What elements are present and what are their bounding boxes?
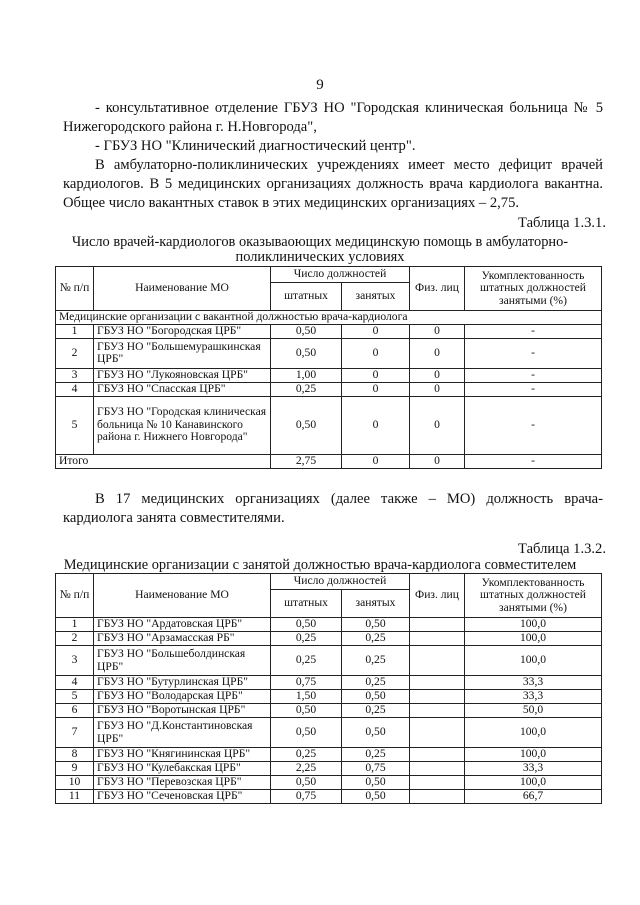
cell-staff: 0,50 — [271, 618, 342, 632]
cell-persons — [410, 748, 465, 762]
cell-completeness: 100,0 — [465, 632, 602, 646]
intro-line-2: - ГБУЗ НО "Клинический диагностический центр". — [95, 138, 416, 154]
cell-name: ГБУЗ НО "Воротынская ЦРБ" — [94, 704, 271, 718]
table-row — [56, 382, 602, 396]
cell-name: ГБУЗ НО "Богородская ЦРБ" — [94, 324, 271, 338]
cell-staff: 0,50 — [271, 338, 342, 368]
cell-persons: 0 — [410, 324, 465, 338]
table-row — [56, 748, 602, 762]
cell-num: 8 — [56, 748, 94, 762]
table-row — [56, 646, 602, 676]
table1-title: Число врачей-кардиологов оказываоющих медицинскую помощь в амбулаторно-поликлинических условиях — [71, 234, 569, 265]
cell-completeness: 50,0 — [465, 704, 602, 718]
table-row — [56, 704, 602, 718]
total-row — [56, 454, 602, 468]
col-num: № п/п — [56, 267, 94, 311]
cell-name: ГБУЗ НО "Арзамасская РБ" — [94, 632, 271, 646]
cell-name: ГБУЗ НО "Сеченовская ЦРБ" — [94, 790, 271, 804]
cell-completeness: - — [465, 324, 602, 338]
cell-completeness: - — [465, 382, 602, 396]
cell-staff: 0,50 — [271, 396, 342, 454]
cell-name: ГБУЗ НО "Д.Константиновская ЦРБ" — [94, 718, 271, 748]
cell-persons — [410, 776, 465, 790]
cell-staff: 0,50 — [271, 776, 342, 790]
table-row — [56, 618, 602, 632]
cell-name: ГБУЗ НО "Володарская ЦРБ" — [94, 690, 271, 704]
cell-occupied: 0 — [342, 382, 410, 396]
cell-persons — [410, 762, 465, 776]
cell-num: 3 — [56, 646, 94, 676]
cell-completeness: 33,3 — [465, 676, 602, 690]
total-persons: 0 — [410, 454, 465, 468]
cell-persons — [410, 690, 465, 704]
cell-name: ГБУЗ НО "Княгининская ЦРБ" — [94, 748, 271, 762]
table2 — [55, 573, 602, 804]
cell-completeness: - — [465, 338, 602, 368]
cell-name: ГБУЗ НО "Спасская ЦРБ" — [94, 382, 271, 396]
cell-staff: 0,50 — [271, 324, 342, 338]
table2-label: Таблица 1.3.2. — [518, 541, 606, 557]
cell-staff: 0,25 — [271, 382, 342, 396]
cell-name: ГБУЗ НО "Большемурашкинская ЦРБ" — [94, 338, 271, 368]
cell-occupied: 0,50 — [342, 690, 410, 704]
col-occupied: занятых — [342, 590, 410, 618]
cell-num: 6 — [56, 704, 94, 718]
intro-paragraph: В амбулаторно-поликлинических учреждениях имеет место дефицит врачей кардиологов. В 5 медицинских организациях должность врача кардиолога вакантна. Общее число вакантных ставок в этих медицинских организациях – 2,75. — [63, 157, 603, 211]
col-positions: Число должностей — [271, 574, 410, 590]
cell-staff: 1,50 — [271, 690, 342, 704]
cell-num: 2 — [56, 632, 94, 646]
cell-name: ГБУЗ НО "Городская клиническая больница № 10 Канавинского района г. Нижнего Новгорода" — [94, 396, 271, 454]
col-num: № п/п — [56, 574, 94, 618]
cell-occupied: 0,25 — [342, 676, 410, 690]
cell-staff: 0,25 — [271, 646, 342, 676]
cell-staff: 0,25 — [271, 632, 342, 646]
col-occupied: занятых — [342, 283, 410, 311]
cell-name: ГБУЗ НО "Большеболдинская ЦРБ" — [94, 646, 271, 676]
cell-num: 1 — [56, 618, 94, 632]
cell-persons: 0 — [410, 338, 465, 368]
col-name: Наименование МО — [94, 267, 271, 311]
cell-num: 7 — [56, 718, 94, 748]
cell-completeness: - — [465, 396, 602, 454]
cell-persons — [410, 632, 465, 646]
cell-persons — [410, 646, 465, 676]
cell-occupied: 0 — [342, 338, 410, 368]
cell-completeness: 33,3 — [465, 762, 602, 776]
cell-occupied: 0,25 — [342, 632, 410, 646]
cell-occupied: 0,50 — [342, 718, 410, 748]
table-row — [56, 790, 602, 804]
cell-num: 2 — [56, 338, 94, 368]
intro-text — [63, 99, 603, 213]
cell-num: 1 — [56, 324, 94, 338]
cell-occupied: 0,75 — [342, 762, 410, 776]
col-positions: Число должностей — [271, 267, 410, 283]
cell-occupied: 0 — [342, 368, 410, 382]
table2-title: Медицинские организации с занятой должностью врача-кардиолога совместителем — [63, 557, 577, 573]
cell-persons — [410, 718, 465, 748]
cell-completeness: 100,0 — [465, 618, 602, 632]
table-row — [56, 690, 602, 704]
cell-occupied: 0,50 — [342, 618, 410, 632]
cell-persons — [410, 704, 465, 718]
cell-name: ГБУЗ НО "Ардатовская ЦРБ" — [94, 618, 271, 632]
table-row — [56, 396, 602, 454]
cell-occupied: 0,25 — [342, 748, 410, 762]
cell-persons — [410, 790, 465, 804]
cell-staff: 0,50 — [271, 718, 342, 748]
table1 — [55, 266, 602, 469]
cell-occupied: 0,50 — [342, 776, 410, 790]
cell-completeness: 100,0 — [465, 646, 602, 676]
cell-persons: 0 — [410, 382, 465, 396]
cell-staff: 2,25 — [271, 762, 342, 776]
cell-num: 5 — [56, 396, 94, 454]
cell-persons — [410, 676, 465, 690]
table-row — [56, 718, 602, 748]
cell-staff: 0,50 — [271, 704, 342, 718]
cell-completeness: 33,3 — [465, 690, 602, 704]
cell-completeness: 100,0 — [465, 748, 602, 762]
cell-completeness: 100,0 — [465, 776, 602, 790]
cell-num: 11 — [56, 790, 94, 804]
col-persons: Физ. лиц — [410, 574, 465, 618]
table-row — [56, 338, 602, 368]
intro-line-1: - консультативное отделение ГБУЗ НО "Городская клиническая больница № 5 Нижегородского района г. Н.Новгорода", — [63, 100, 603, 135]
table-row — [56, 776, 602, 790]
cell-occupied: 0 — [342, 324, 410, 338]
total-staff: 2,75 — [271, 454, 342, 468]
section-row: Медицинские организации с вакантной должностью врача-кардиолога — [56, 311, 602, 325]
col-staff: штатных — [271, 283, 342, 311]
total-completeness: - — [465, 454, 602, 468]
cell-num: 9 — [56, 762, 94, 776]
table-row — [56, 762, 602, 776]
table-row — [56, 632, 602, 646]
cell-staff: 0,75 — [271, 790, 342, 804]
cell-num: 10 — [56, 776, 94, 790]
table-row — [56, 368, 602, 382]
cell-persons: 0 — [410, 396, 465, 454]
total-label: Итого — [56, 454, 271, 468]
mid-text — [63, 490, 603, 528]
cell-completeness: 66,7 — [465, 790, 602, 804]
cell-completeness: 100,0 — [465, 718, 602, 748]
col-completeness: Укомплектованность штатных должностей занятыми (%) — [465, 574, 602, 618]
cell-staff: 0,75 — [271, 676, 342, 690]
cell-name: ГБУЗ НО "Бутурлинская ЦРБ" — [94, 676, 271, 690]
cell-persons — [410, 618, 465, 632]
cell-num: 4 — [56, 676, 94, 690]
col-completeness: Укомплектованность штатных должностей занятыми (%) — [465, 267, 602, 311]
cell-num: 4 — [56, 382, 94, 396]
cell-persons: 0 — [410, 368, 465, 382]
col-name: Наименование МО — [94, 574, 271, 618]
table1-label: Таблица 1.3.1. — [518, 215, 606, 231]
cell-name: ГБУЗ НО "Лукояновская ЦРБ" — [94, 368, 271, 382]
cell-num: 5 — [56, 690, 94, 704]
cell-name: ГБУЗ НО "Кулебакская ЦРБ" — [94, 762, 271, 776]
cell-num: 3 — [56, 368, 94, 382]
cell-occupied: 0,50 — [342, 790, 410, 804]
cell-occupied: 0,25 — [342, 646, 410, 676]
mid-paragraph: В 17 медицинских организациях (далее также – МО) должность врача-кардиолога занята совместителями. — [63, 491, 603, 526]
cell-name: ГБУЗ НО "Перевозская ЦРБ" — [94, 776, 271, 790]
cell-staff: 1,00 — [271, 368, 342, 382]
cell-occupied: 0,25 — [342, 704, 410, 718]
cell-completeness: - — [465, 368, 602, 382]
col-staff: штатных — [271, 590, 342, 618]
page-number: 9 — [316, 77, 324, 93]
total-occupied: 0 — [342, 454, 410, 468]
cell-occupied: 0 — [342, 396, 410, 454]
cell-staff: 0,25 — [271, 748, 342, 762]
table-row — [56, 676, 602, 690]
col-persons: Физ. лиц — [410, 267, 465, 311]
table-row — [56, 324, 602, 338]
